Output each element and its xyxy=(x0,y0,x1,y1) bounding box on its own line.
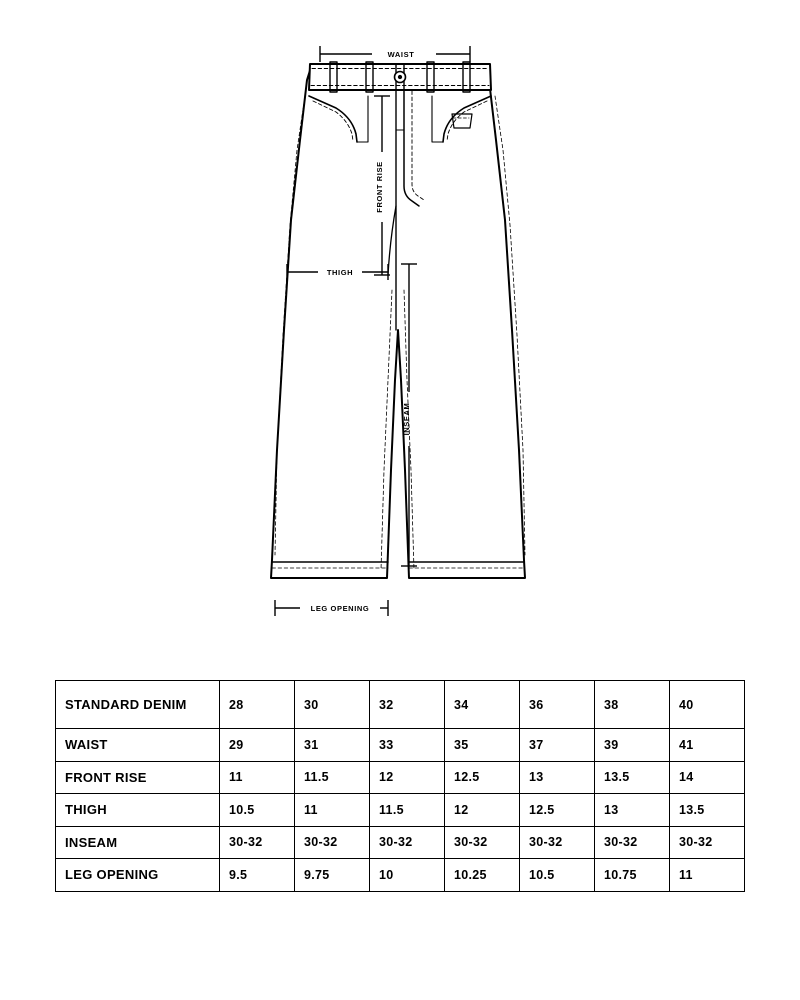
cell-waist-32: 33 xyxy=(370,729,445,762)
cell-front-rise-40: 14 xyxy=(670,761,745,794)
cell-front-rise-36: 13 xyxy=(520,761,595,794)
table-row xyxy=(56,794,745,827)
cell-waist-38: 39 xyxy=(595,729,670,762)
cell-front-rise-32: 12 xyxy=(370,761,445,794)
cell-waist-28: 29 xyxy=(220,729,295,762)
table-header-size-28: 28 xyxy=(220,681,295,729)
cell-thigh-34: 12 xyxy=(445,794,520,827)
cell-inseam-32: 30-32 xyxy=(370,826,445,859)
row-label-waist: WAIST xyxy=(56,729,220,762)
cell-inseam-30: 30-32 xyxy=(295,826,370,859)
size-chart-table-container xyxy=(55,680,745,892)
row-label-thigh: THIGH xyxy=(56,794,220,827)
cell-leg-opening-32: 10 xyxy=(370,859,445,892)
table-row xyxy=(56,761,745,794)
table-header-size-34: 34 xyxy=(445,681,520,729)
table-header-row xyxy=(56,681,745,729)
table-header-size-38: 38 xyxy=(595,681,670,729)
row-label-front-rise: FRONT RISE xyxy=(56,761,220,794)
cell-inseam-36: 30-32 xyxy=(520,826,595,859)
cell-inseam-38: 30-32 xyxy=(595,826,670,859)
cell-waist-40: 41 xyxy=(670,729,745,762)
cell-thigh-38: 13 xyxy=(595,794,670,827)
cell-inseam-34: 30-32 xyxy=(445,826,520,859)
dimension-label-inseam: INSEAM xyxy=(402,402,411,436)
cell-thigh-36: 12.5 xyxy=(520,794,595,827)
cell-thigh-40: 13.5 xyxy=(670,794,745,827)
table-header-size-40: 40 xyxy=(670,681,745,729)
table-row xyxy=(56,859,745,892)
cell-leg-opening-34: 10.25 xyxy=(445,859,520,892)
table-row xyxy=(56,826,745,859)
cell-front-rise-28: 11 xyxy=(220,761,295,794)
cell-thigh-28: 10.5 xyxy=(220,794,295,827)
cell-thigh-30: 11 xyxy=(295,794,370,827)
table-header-size-36: 36 xyxy=(520,681,595,729)
table-row xyxy=(56,729,745,762)
cell-leg-opening-28: 9.5 xyxy=(220,859,295,892)
size-chart-table xyxy=(55,680,745,892)
jeans-outline xyxy=(271,64,525,578)
row-label-leg-opening: LEG OPENING xyxy=(56,859,220,892)
cell-inseam-28: 30-32 xyxy=(220,826,295,859)
cell-front-rise-30: 11.5 xyxy=(295,761,370,794)
cell-leg-opening-36: 10.5 xyxy=(520,859,595,892)
dimension-label-waist: WAIST xyxy=(387,50,415,59)
cell-leg-opening-38: 10.75 xyxy=(595,859,670,892)
cell-inseam-40: 30-32 xyxy=(670,826,745,859)
cell-thigh-32: 11.5 xyxy=(370,794,445,827)
dimension-label-thigh: THIGH xyxy=(326,268,354,277)
table-header-label: STANDARD DENIM xyxy=(56,681,220,729)
dimension-label-front-rise: FRONT RISE xyxy=(375,161,384,213)
cell-waist-36: 37 xyxy=(520,729,595,762)
cell-leg-opening-40: 11 xyxy=(670,859,745,892)
cell-front-rise-34: 12.5 xyxy=(445,761,520,794)
dimension-label-leg-opening: LEG OPENING xyxy=(310,604,370,613)
table-header-size-30: 30 xyxy=(295,681,370,729)
cell-leg-opening-30: 9.75 xyxy=(295,859,370,892)
row-label-inseam: INSEAM xyxy=(56,826,220,859)
cell-waist-34: 35 xyxy=(445,729,520,762)
waist-button-hole xyxy=(398,75,401,78)
table-header-size-32: 32 xyxy=(370,681,445,729)
cell-front-rise-38: 13.5 xyxy=(595,761,670,794)
cell-waist-30: 31 xyxy=(295,729,370,762)
